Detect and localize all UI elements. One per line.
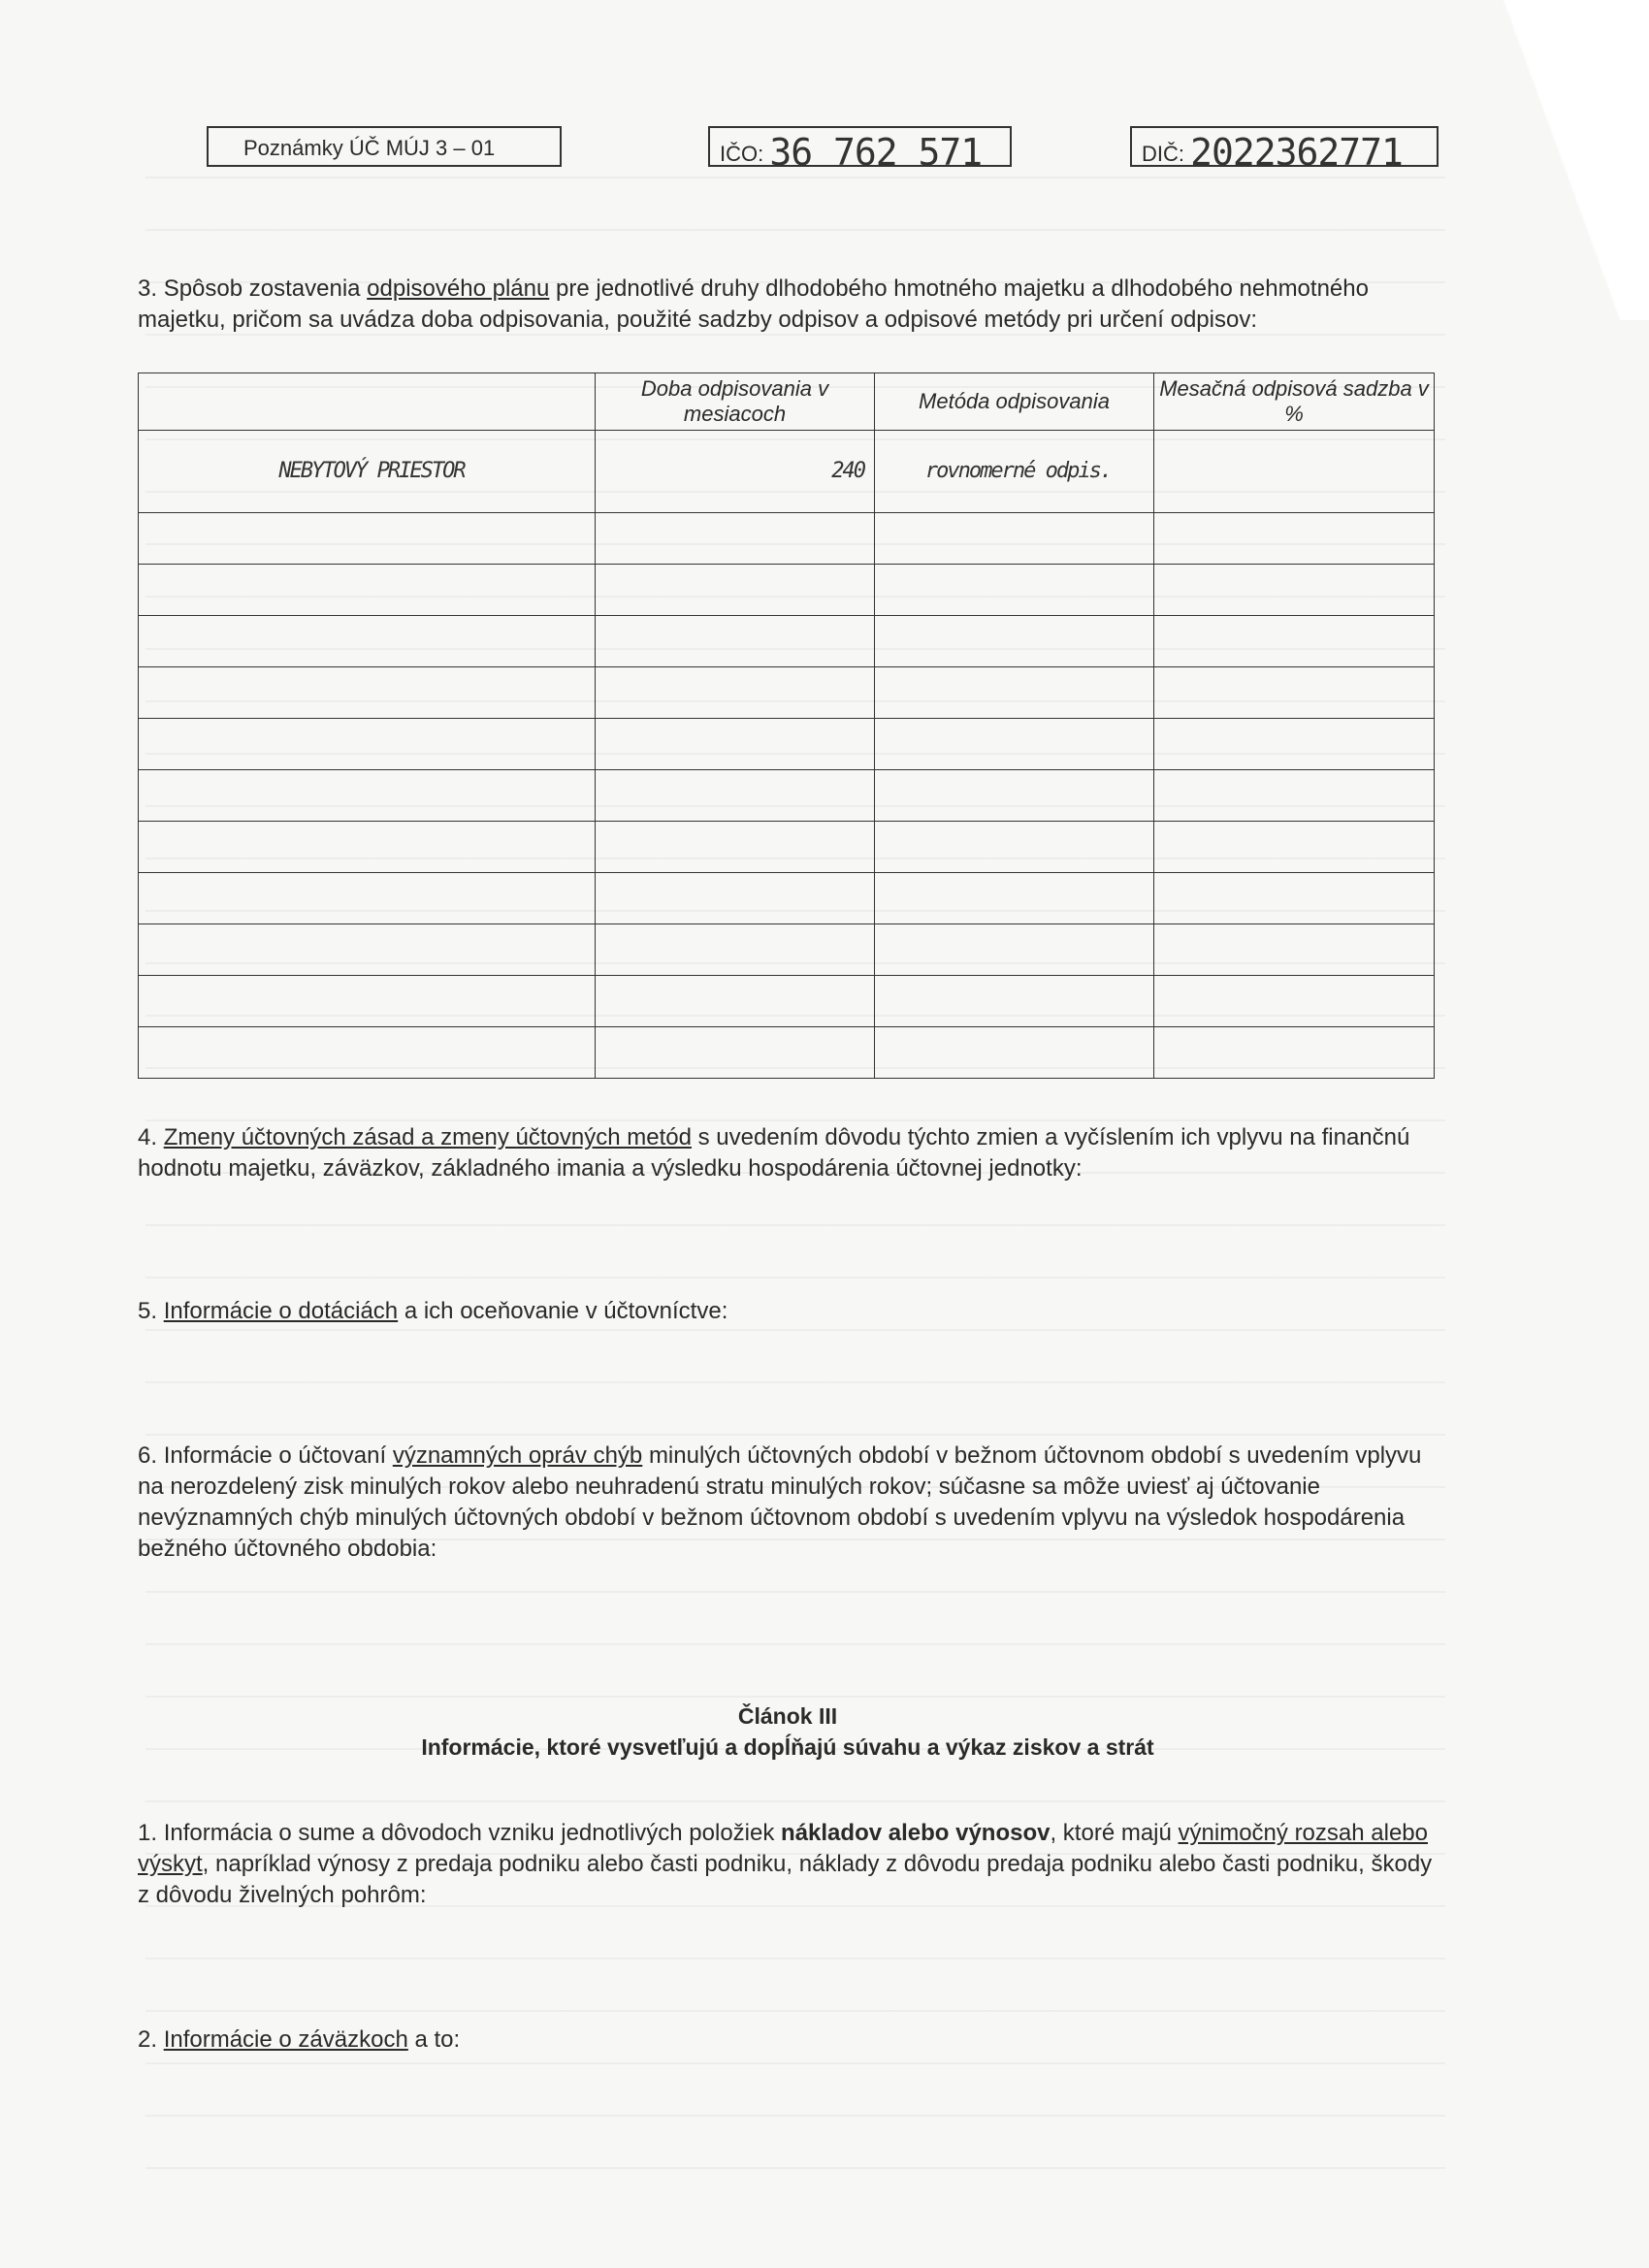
table-cell: [139, 1027, 596, 1079]
section-3-text: 3. Spôsob zostavenia odpisového plánu pre jednotlivé druhy dlhodobého hmotného majetku a dlhodobého nehmotného majetku, pričom sa uvádza doba odpisovania, použité sadzby odpisov a odpisové metódy pri určení odpisov:: [138, 275, 1369, 333]
table-cell: [139, 822, 596, 873]
table-cell: [139, 616, 596, 667]
table-cell: [1154, 873, 1435, 924]
header-rate: Mesačná odpisová sadzba v %: [1154, 373, 1435, 431]
article-3-item-2: 2. Informácie o záväzkoch a to:: [138, 2026, 461, 2053]
table-cell: [596, 770, 875, 822]
table-cell: 240: [596, 431, 875, 513]
form-label: Poznámky ÚČ MÚJ 3 – 01: [243, 136, 496, 160]
table-cell: [1154, 616, 1435, 667]
table-cell: [139, 513, 596, 565]
table-cell: [875, 616, 1154, 667]
ico-box: [708, 126, 1012, 174]
table-row: [139, 873, 1435, 924]
header-method: Metóda odpisovania: [875, 373, 1154, 431]
section-4-text: 4. Zmeny účtovných zásad a zmeny účtovných metód s uvedením dôvodu týchto zmien a vyčíslením ich vplyvu na finančnú hodnotu majetku, záväzkov, základného imania a výsledku hospodárenia účtovnej jednotky:: [138, 1124, 1410, 1182]
table-cell: [596, 616, 875, 667]
section-4-link: Zmeny účtovných zásad a zmeny účtovných metód: [163, 1124, 692, 1150]
table-cell: [139, 719, 596, 770]
table-cell: [875, 873, 1154, 924]
section-5-link: Informácie o dotáciách: [163, 1298, 399, 1324]
table-cell: [1154, 770, 1435, 822]
table-row: [139, 667, 1435, 719]
section-6-link: významných opráv chýb: [392, 1442, 643, 1469]
table-cell: rovnomerné odpis.: [875, 431, 1154, 513]
table-cell: [1154, 719, 1435, 770]
table-cell: [875, 565, 1154, 616]
table-cell: [596, 924, 875, 976]
table-cell: [139, 770, 596, 822]
table-cell: [596, 822, 875, 873]
header-item: [139, 373, 596, 431]
table-cell: [1154, 565, 1435, 616]
table-row: [139, 770, 1435, 822]
dic-box: [1130, 126, 1439, 174]
table-cell: [596, 719, 875, 770]
table-row: [139, 513, 1435, 565]
table-cell: [875, 1027, 1154, 1079]
table-cell: [1154, 1027, 1435, 1079]
table-cell: [1154, 431, 1435, 513]
table-cell: [596, 1027, 875, 1079]
table-row: [139, 924, 1435, 976]
page-fold-corner: [1504, 0, 1649, 320]
table-cell: [139, 976, 596, 1027]
table-cell: [596, 565, 875, 616]
table-row: [139, 565, 1435, 616]
section-5-text: 5. Informácie o dotáciách a ich oceňovanie v účtovníctve:: [138, 1298, 728, 1324]
dic-value: 2022362771: [1190, 131, 1403, 174]
table-cell: [875, 770, 1154, 822]
table-cell: [875, 924, 1154, 976]
table-cell: [1154, 822, 1435, 873]
section-3-link: odpisového plánu: [367, 275, 550, 302]
item-1-link: výnimočný rozsah alebo výskyt: [138, 1820, 1428, 1877]
table-cell: [1154, 513, 1435, 565]
table-cell: [596, 513, 875, 565]
table-cell: [1154, 924, 1435, 976]
section-6-text: 6. Informácie o účtovaní významných opráv chýb minulých účtovných období v bežnom účtovnom období s uvedením vplyvu na nerozdelený zisk minulých rokov alebo neuhradenú stratu minulých rokov; súčasne sa môže uviesť aj účtovanie nevýznamných chýb minulých účtovných období v bežnom účtovnom období s uvedením vplyvu na výsledok hospodárenia bežného účtovného obdobia:: [138, 1442, 1422, 1562]
table-cell: [1154, 976, 1435, 1027]
table-row: [139, 719, 1435, 770]
header-period: Doba odpisovania v mesiacoch: [596, 373, 875, 431]
ico-value: 36 762 571: [769, 131, 983, 174]
article-3-subtitle: Informácie, ktoré vysvetľujú a dopĺňajú súvahu a výkaz ziskov a strát: [421, 1734, 1154, 1760]
table-cell: [596, 873, 875, 924]
article-3-item-1: 1. Informácia o sume a dôvodoch vzniku jednotlivých položiek nákladov alebo výnosov, ktoré majú výnimočný rozsah alebo výskyt, napríklad výnosy z predaja podniku alebo časti podniku, náklady z dôvodu predaja podniku alebo časti podniku, škody z dôvodu živelných pohrôm:: [138, 1820, 1433, 1908]
table-cell: [1154, 667, 1435, 719]
table-row: [139, 976, 1435, 1027]
table-row: [139, 616, 1435, 667]
table-cell: [596, 667, 875, 719]
table-cell: [875, 513, 1154, 565]
table-cell: [875, 719, 1154, 770]
depreciation-plan-table: [138, 373, 1435, 1079]
item-2-link: Informácie o záväzkoch: [163, 2026, 408, 2053]
ico-label: IČO:: [720, 142, 764, 166]
form-label-box: [207, 126, 562, 167]
table-cell: [139, 924, 596, 976]
table-cell: NEBYTOVÝ PRIESTOR: [139, 431, 596, 513]
table-cell: [596, 976, 875, 1027]
table-cell: [875, 667, 1154, 719]
article-3-title: Článok III: [737, 1703, 838, 1729]
table-cell: [139, 667, 596, 719]
table-cell: [139, 565, 596, 616]
table-row: [139, 822, 1435, 873]
table-row: [139, 1027, 1435, 1079]
table-cell: [875, 822, 1154, 873]
table-header-row: [139, 373, 1435, 431]
table-cell: [875, 976, 1154, 1027]
dic-label: DIČ:: [1142, 142, 1184, 166]
table-row: [139, 431, 1435, 513]
table-cell: [139, 873, 596, 924]
